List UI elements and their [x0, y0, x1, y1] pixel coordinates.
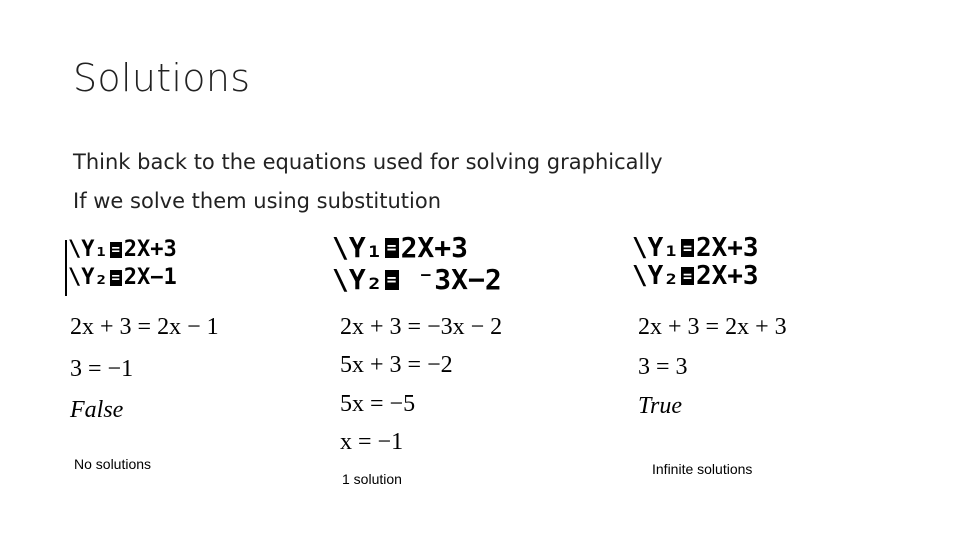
- y1-label: \Y₁: [332, 231, 383, 264]
- step-equation: 2x + 3 = 2x + 3: [638, 314, 787, 340]
- y1-expression: 2X+3: [400, 231, 469, 264]
- step-equation: 3 = −1: [70, 356, 134, 382]
- step-equation: 5x + 3 = −2: [340, 352, 453, 378]
- y2-expression: 2X+3: [695, 261, 759, 291]
- y1-label: \Y₁: [632, 233, 679, 263]
- step-equation: 5x = −5: [340, 391, 416, 417]
- y2-expression: 2X−1: [123, 265, 177, 290]
- y2-label: \Y₂: [68, 265, 108, 290]
- step-result: x = −1: [340, 429, 404, 455]
- y2-label: \Y₂: [332, 263, 383, 296]
- equals-box-icon: =: [682, 267, 692, 285]
- intro-line-1: Think back to the equations used for solving graphically: [73, 150, 663, 174]
- y1-expression: 2X+3: [123, 237, 177, 262]
- y1-label: \Y₁: [68, 237, 108, 262]
- calc-row-y1: [332, 232, 502, 264]
- equals-box-icon: =: [111, 242, 120, 258]
- step-result: False: [70, 397, 124, 423]
- caption-one-solution: 1 solution: [342, 471, 402, 487]
- step-equation: 3 = 3: [638, 354, 688, 380]
- slide-title: Solutions: [73, 56, 251, 100]
- step-equation: 2x + 3 = −3x − 2: [340, 314, 503, 340]
- calc-row-y2: [68, 264, 177, 292]
- calculator-screen-infinite-solutions: [632, 234, 759, 290]
- calc-row-y1: [632, 234, 759, 262]
- equals-box-icon: =: [682, 239, 692, 257]
- y1-expression: 2X+3: [695, 233, 759, 263]
- equals-box-icon: =: [385, 238, 399, 258]
- calculator-screen-no-solutions: [68, 236, 177, 292]
- step-equation: 2x + 3 = 2x − 1: [70, 314, 219, 340]
- calculator-screen-one-solution: [332, 232, 502, 296]
- equals-box-icon: =: [111, 270, 120, 286]
- y2-expression: ⁻3X−2: [400, 263, 502, 296]
- caption-no-solutions: No solutions: [74, 456, 152, 472]
- screen-edge: [65, 240, 67, 296]
- step-result: True: [638, 393, 683, 419]
- calc-row-y2: [332, 264, 502, 296]
- calc-row-y2: [632, 262, 759, 290]
- equals-box-icon: =: [385, 270, 399, 290]
- caption-infinite-solutions: Infinite solutions: [652, 461, 753, 477]
- y2-label: \Y₂: [632, 261, 679, 291]
- intro-line-2: If we solve them using substitution: [73, 189, 442, 213]
- calc-row-y1: [68, 236, 177, 264]
